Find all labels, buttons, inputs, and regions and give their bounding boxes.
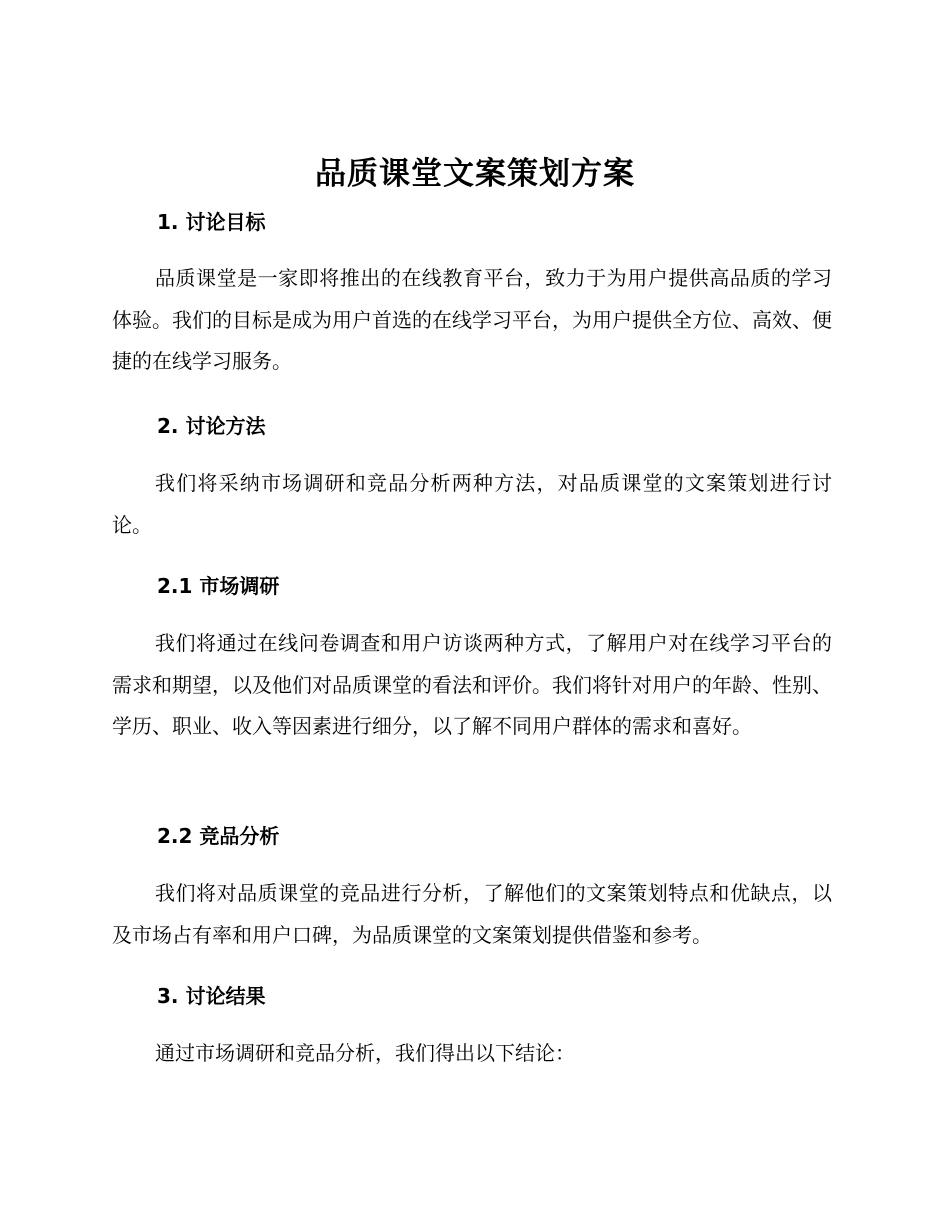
section-paragraph-market-research: 我们将通过在线问卷调查和用户访谈两种方式，了解用户对在线学习平台的需求和期望，以及他们对品质课堂的看法和评价。我们将针对用户的年龄、性别、学历、职业、收入等因素进行细分，以了解不同用户群体的需求和喜好。 [112, 631, 832, 738]
section-heading-results: 3. 讨论结果 [157, 984, 266, 1008]
section-heading-competitor-analysis: 2.2 竞品分析 [157, 824, 280, 848]
section-heading-market-research: 2.1 市场调研 [157, 574, 280, 598]
section-paragraph-results: 通过市场调研和竞品分析，我们得出以下结论： [155, 1041, 575, 1065]
section-paragraph-competitor-analysis: 我们将对品质课堂的竞品进行分析，了解他们的文案策划特点和优缺点，以及市场占有率和用户口碑，为品质课堂的文案策划提供借鉴和参考。 [112, 881, 832, 947]
section-paragraph-goal: 品质课堂是一家即将推出的在线教育平台，致力于为用户提供高品质的学习体验。我们的目标是成为用户首选的在线学习平台，为用户提供全方位、高效、便捷的在线学习服务。 [112, 266, 832, 373]
page-title: 品质课堂文案策划方案 [315, 156, 635, 192]
section-paragraph-method: 我们将采纳市场调研和竞品分析两种方法，对品质课堂的文案策划进行讨论。 [112, 471, 832, 537]
section-heading-goal: 1. 讨论目标 [157, 210, 266, 234]
section-heading-method: 2. 讨论方法 [157, 414, 266, 438]
